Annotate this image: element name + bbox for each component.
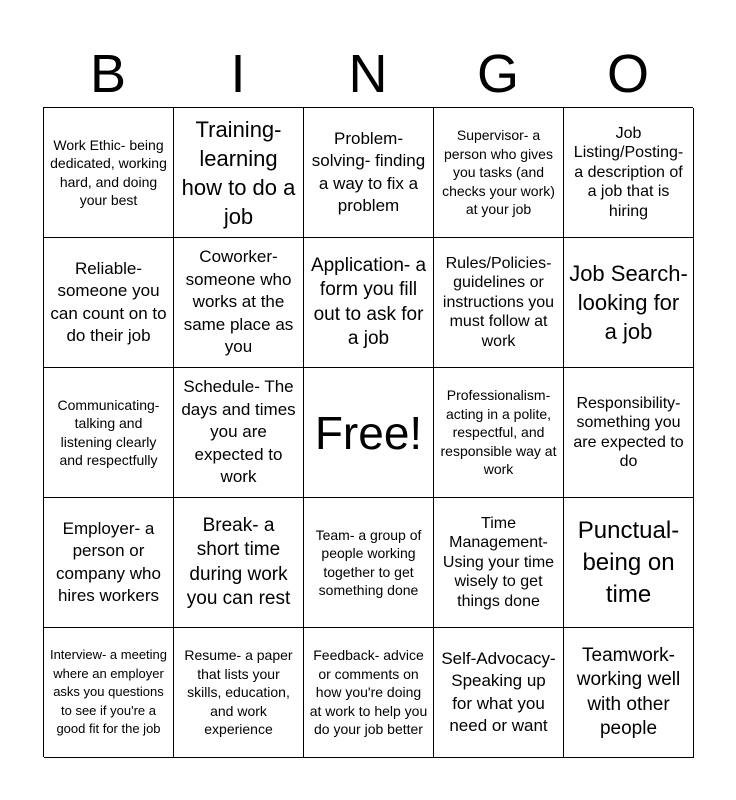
cell-text: Reliable- someone you can count on to do their job	[50, 258, 167, 345]
cell-text: Problem-solving- finding a way to fix a problem	[311, 128, 426, 215]
free-space-label: Free!	[314, 406, 423, 459]
bingo-cell	[174, 238, 304, 368]
header-letter-o: O	[606, 44, 649, 104]
cell-text: Responsibility- something you are expected to do	[573, 394, 684, 470]
cell-text: Employer- a person or company who hires workers	[56, 518, 161, 605]
header-letter-b: B	[89, 44, 127, 104]
bingo-card-grid	[43, 107, 693, 757]
bingo-free-cell	[304, 368, 434, 498]
bingo-cell	[44, 368, 174, 498]
cell-text: Teamwork- working well with other people	[576, 644, 681, 739]
bingo-header	[43, 42, 693, 106]
bingo-cell	[564, 368, 694, 498]
bingo-cell	[434, 108, 564, 238]
bingo-cell	[44, 628, 174, 758]
cell-text: Time Management- Using your time wisely to get things done	[442, 514, 555, 610]
bingo-cell	[174, 368, 304, 498]
bingo-cell	[434, 238, 564, 368]
bingo-cell	[564, 238, 694, 368]
bingo-cell	[564, 108, 694, 238]
cell-text: Resume- a paper that lists your skills, education, and work experience	[184, 647, 293, 738]
bingo-cell	[44, 238, 174, 368]
cell-text: Coworker- someone who works at the same place as you	[183, 247, 294, 357]
cell-text: Supervisor- a person who gives you tasks (and checks your work) at your job	[442, 127, 555, 218]
bingo-cell	[44, 498, 174, 628]
cell-text: Rules/Policies- guidelines or instructions you must follow at work	[442, 254, 555, 350]
bingo-cell	[174, 108, 304, 238]
cell-text: Punctual- being on time	[577, 516, 680, 608]
cell-text: Work Ethic- being dedicated, working hard, and doing your best	[50, 136, 167, 208]
cell-text: Break- a short time during work you can rest	[186, 514, 291, 609]
bingo-cell	[44, 108, 174, 238]
cell-text: Interview- a meeting where an employer asks you questions to see if you're a good fit for the job	[49, 647, 168, 737]
bingo-cell	[174, 498, 304, 628]
bingo-cell	[564, 628, 694, 758]
bingo-cell	[434, 498, 564, 628]
bingo-cell	[304, 628, 434, 758]
cell-text: Job Listing/Posting- a description of a job that is hiring	[573, 124, 684, 220]
bingo-cell	[174, 628, 304, 758]
header-letter-n: N	[348, 44, 388, 104]
cell-text: Application- a form you fill out to ask for a job	[310, 254, 427, 349]
bingo-cell	[304, 238, 434, 368]
bingo-cell	[434, 368, 564, 498]
cell-text: Schedule- The days and times you are expected to work	[181, 377, 296, 487]
header-letter-i: I	[230, 44, 246, 104]
bingo-cell	[564, 498, 694, 628]
cell-text: Self-Advocacy- Speaking up for what you need or want	[441, 648, 556, 735]
cell-text: Communicating- talking and listening clearly and respectfully	[57, 396, 160, 468]
bingo-cell	[304, 498, 434, 628]
cell-text: Training- learning how to do a job	[181, 116, 296, 229]
cell-text: Team- a group of people working together to get something done	[315, 526, 422, 598]
header-letter-g: G	[476, 44, 519, 104]
bingo-cell	[304, 108, 434, 238]
cell-text: Professionalism- acting in a polite, respectful, and responsible way at work	[440, 387, 557, 478]
cell-text: Job Search- looking for a job	[569, 261, 688, 344]
bingo-cell	[434, 628, 564, 758]
cell-text: Feedback- advice or comments on how you're doing at work to help you do your job better	[309, 647, 428, 738]
